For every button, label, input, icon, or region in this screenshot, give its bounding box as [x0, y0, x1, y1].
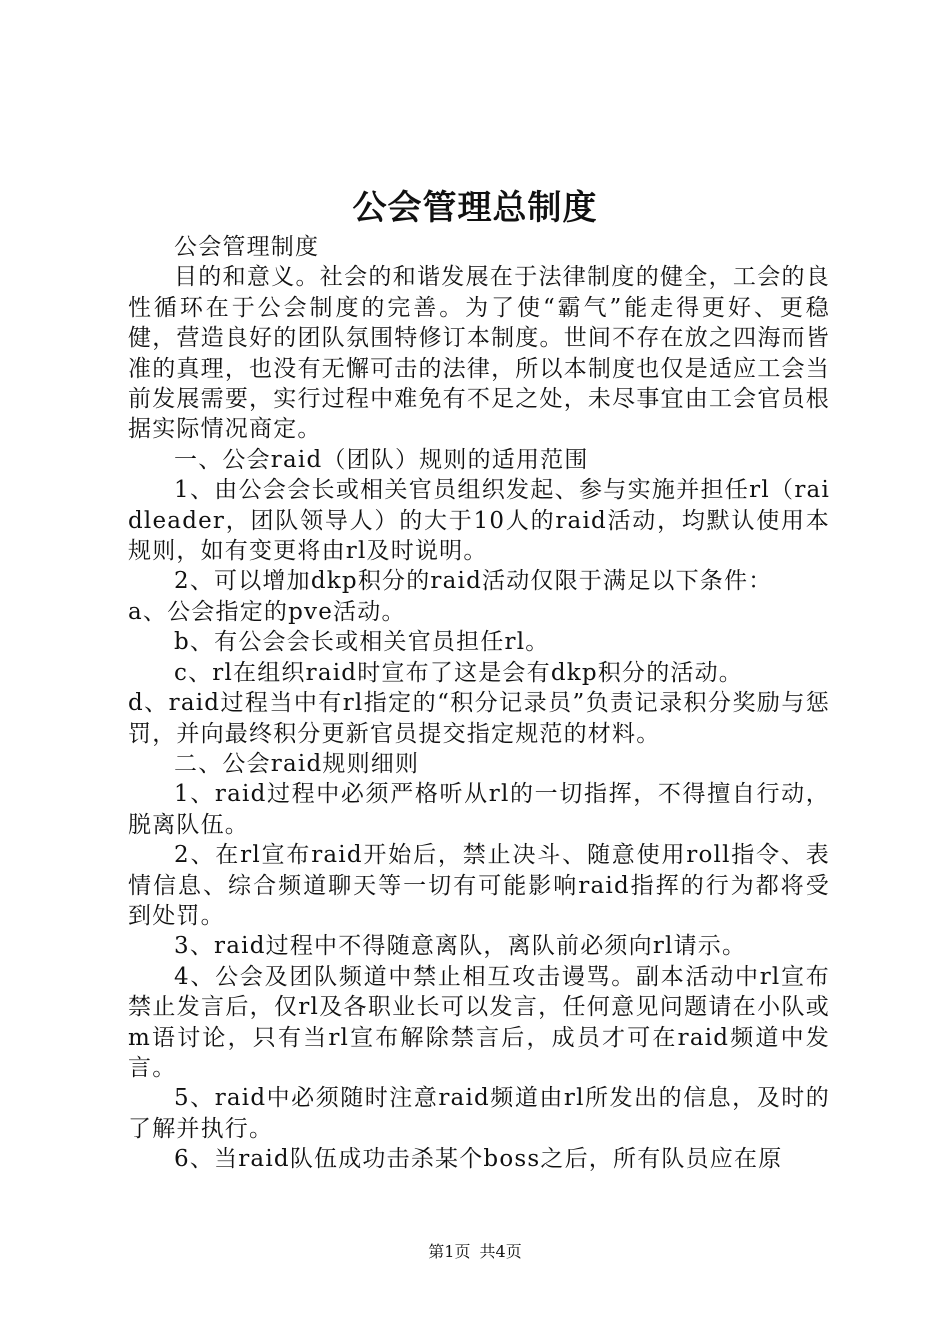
paragraph-1-2-a: a、公会指定的pve活动。: [128, 598, 406, 625]
paragraph-subtitle: 公会管理制度: [174, 234, 320, 260]
paragraph-1-2-c: c、rl在组织raid时宣布了这是会有dkp积分的活动。: [174, 659, 744, 686]
paragraph-1-2-d: d、raid过程当中有rl指定的“积分记录员”负责记录积分奖励与惩罚，并向最终积分更新官员提交指定规范的材料。: [128, 690, 830, 747]
paragraph-purpose: 目的和意义。社会的和谐发展在于法律制度的健全，工会的良性循环在于公会制度的完善。为了使“霸气”能走得更好、更稳健，营造良好的团队氛围特修订本制度。世间不存在放之四海而皆准的真理，也没有无懈可击的法律，所以本制度也仅是适应工会当前发展需要，实行过程中难免有不足之处，未尽事宜由工会官员根据实际情况商定。: [128, 264, 830, 443]
section-heading-1: 一、公会raid（团队）规则的适用范围: [174, 446, 589, 473]
section-heading-2: 二、公会raid规则细则: [174, 750, 420, 777]
paragraph-2-3: 3、raid过程中不得随意离队，离队前必须向rl请示。: [174, 933, 747, 960]
paragraph-2-1: 1、raid过程中必须严格听从rl的一切指挥，不得擅自行动，脱离队伍。: [128, 781, 830, 838]
paragraph-2-6: 6、当raid队伍成功击杀某个boss之后，所有队员应在原: [174, 1146, 783, 1173]
paragraph-2-2: 2、在rl宣布raid开始后，禁止决斗、随意使用roll指令、表情信息、综合频道聊天等一切有可能影响raid指挥的行为都将受到处罚。: [128, 842, 830, 929]
paragraph-1-1: 1、由公会会长或相关官员组织发起、参与实施并担任rl（raidleader，团队领导人）的大于10人的raid活动，均默认使用本规则，如有变更将由rl及时说明。: [128, 477, 830, 565]
paragraph-1-2: 2、可以增加dkp积分的raid活动仅限于满足以下条件：: [174, 568, 773, 595]
page-total: 共4页: [479, 1242, 522, 1261]
paragraph-2-4: 4、公会及团队频道中禁止相互攻击谩骂。副本活动中rl宣布禁止发言后，仅rl及各职业长可以发言，任何意见问题请在小队或m语讨论，只有当rl宣布解除禁言后，成员才可在raid频道中发言。: [128, 963, 830, 1081]
page-number: 第1页: [428, 1242, 471, 1261]
paragraph-1-2-b: b、有公会会长或相关官员担任rl。: [174, 629, 550, 656]
document-title: 公会管理总制度: [352, 188, 598, 228]
paragraph-2-5: 5、raid中必须随时注意raid频道由rl所发出的信息，及时的了解并执行。: [128, 1085, 830, 1142]
document-body: [128, 232, 830, 1175]
page-footer: [0, 1240, 950, 1264]
